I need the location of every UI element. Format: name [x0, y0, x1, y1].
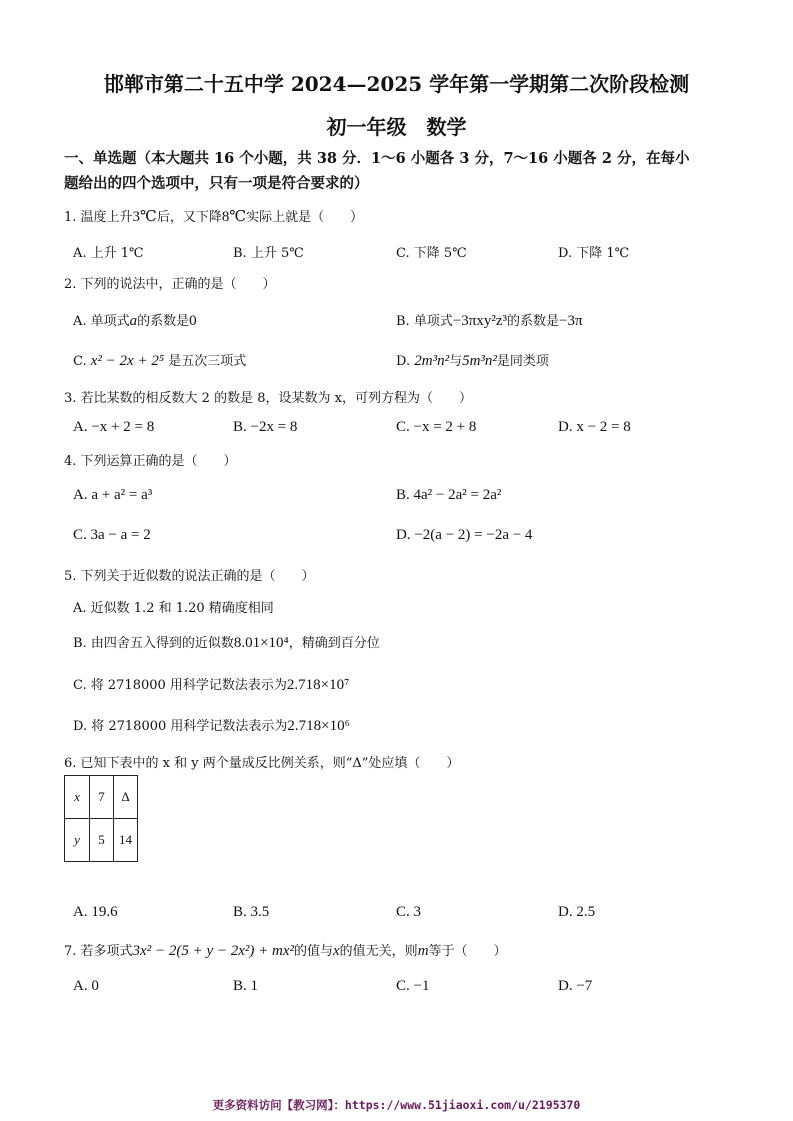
question-1-option-a: A. 上升 1℃ [73, 246, 144, 261]
question-4-stem: 4. 下列运算正确的是（ ） [64, 454, 237, 469]
question-3-option-a: A. −x + 2 = 8 [73, 419, 155, 435]
question-2-option-b: B. 单项式−3πxy²z³的系数是−3π [396, 313, 583, 329]
question-7-option-a: A. 0 [73, 978, 99, 994]
question-3-option-c: C. −x = 2 + 8 [396, 419, 477, 435]
section-heading-line1: 一、单选题（本大题共 16 个小题，共 38 分．1～6 小题各 3 分，7～16 小题各 2 分，在每小 [64, 150, 690, 167]
footer-link[interactable]: 更多资料访问【教习网】：https://www.51jiaoxi.com/u/2195370 [212, 1098, 581, 1112]
proportion-table [64, 775, 138, 862]
question-1-stem: 1. 温度上升3℃后，又下降8℃实际上就是（ ） [64, 209, 364, 225]
question-5-option-d: D. 将 2718000 用科学记数法表示为2.718×10⁶ [73, 718, 350, 734]
page-title: 邯郸市第二十五中学 2024—2025 学年第一学期第二次阶段检测 [103, 72, 690, 96]
table-cell: Δ [114, 776, 138, 819]
question-5-option-b: B. 由四舍五入得到的近似数8.01×10⁴，精确到百分位 [73, 635, 380, 651]
table-row [65, 776, 138, 819]
question-6-option-b: B. 3.5 [233, 904, 270, 920]
table-cell: 7 [90, 776, 114, 819]
table-cell: 14 [114, 819, 138, 862]
question-6-option-d: D. 2.5 [558, 904, 596, 920]
question-1-option-b: B. 上升 5℃ [233, 246, 304, 261]
question-2-stem: 2. 下列的说法中，正确的是（ ） [64, 277, 276, 292]
question-3-option-b: B. −2x = 8 [233, 419, 298, 435]
question-5-option-c: C. 将 2718000 用科学记数法表示为2.718×10⁷ [73, 677, 350, 693]
question-6-option-a: A. 19.6 [73, 904, 118, 920]
question-4-option-d: D. −2(a − 2) = −2a − 4 [396, 527, 533, 543]
question-7-option-b: B. 1 [233, 978, 259, 994]
question-5-option-a: A. 近似数 1.2 和 1.20 精确度相同 [73, 601, 274, 616]
question-3-option-d: D. x − 2 = 8 [558, 419, 631, 435]
table-cell: x [65, 776, 90, 819]
question-1-option-d: D. 下降 1℃ [558, 246, 630, 261]
question-4-option-a: A. a + a² = a³ [73, 487, 153, 503]
question-6-stem: 6. 已知下表中的 x 和 y 两个量成反比例关系，则“Δ”处应填（ ） [64, 756, 460, 771]
question-2-option-a: A. 单项式a的系数是0 [73, 313, 197, 329]
question-7-stem: 7. 若多项式3x² − 2(5 + y − 2x²) + mx²的值与x的值无关，则m等于（ ） [64, 943, 507, 959]
question-7-option-d: D. −7 [558, 978, 593, 994]
table-row [65, 819, 138, 862]
table-cell: 5 [90, 819, 114, 862]
question-4-option-c: C. 3a − a = 2 [73, 527, 151, 543]
question-4-option-b: B. 4a² − 2a² = 2a² [396, 487, 502, 503]
question-5-stem: 5. 下列关于近似数的说法正确的是（ ） [64, 569, 315, 584]
question-6-option-c: C. 3 [396, 904, 422, 920]
question-2-option-d: D. 2m³n²与5m³n²是同类项 [396, 353, 549, 369]
question-1-option-c: C. 下降 5℃ [396, 246, 467, 261]
question-7-option-c: C. −1 [396, 978, 430, 994]
section-heading-line2: 题给出的四个选项中，只有一项是符合要求的） [64, 175, 369, 192]
question-2-option-c: C. x² − 2x + 2⁵ 是五次三项式 [73, 353, 247, 369]
page-subtitle: 初一年级 数学 [326, 115, 467, 139]
question-3-stem: 3. 若比某数的相反数大 2 的数是 8，设某数为 x，可列方程为（ ） [64, 391, 472, 406]
table-cell: y [65, 819, 90, 862]
